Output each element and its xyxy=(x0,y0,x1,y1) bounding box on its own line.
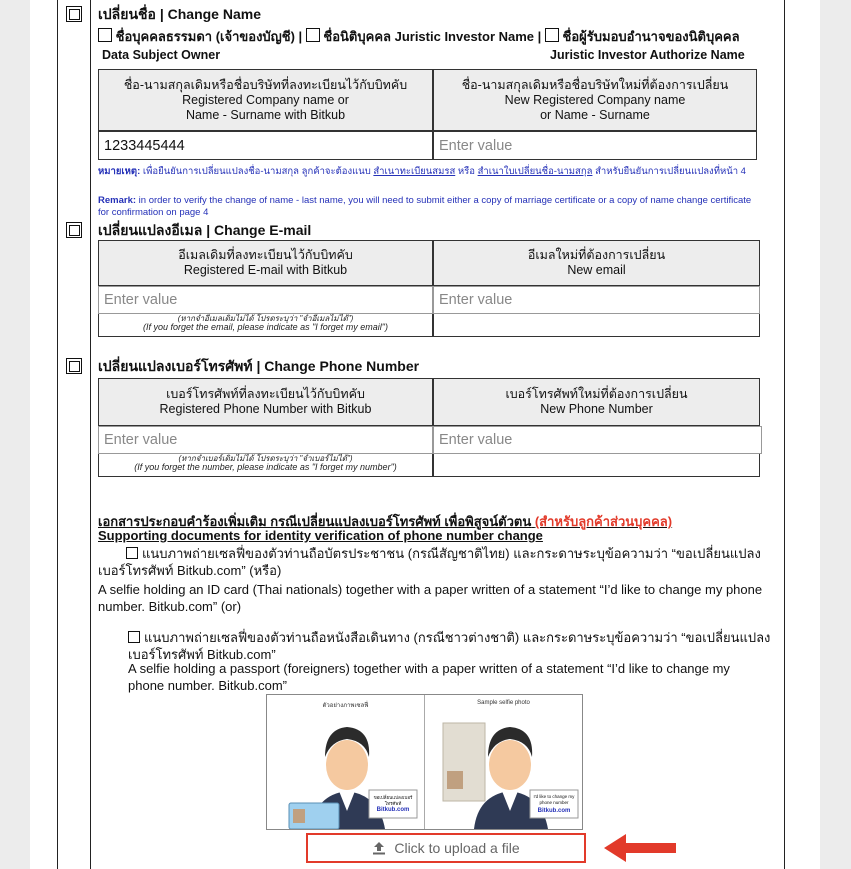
change-name-title: เปลี่ยนชื่อ | Change Name xyxy=(98,6,261,22)
phone-note-english: (If you forget the number, please indicate as "I forget my number") xyxy=(134,462,397,472)
change-name-checkbox[interactable] xyxy=(66,6,82,22)
left-border xyxy=(57,0,58,869)
option-id-card-thai: แนบภาพถ่ายเซลฟี่ของตัวท่านถือบัตรประชาชน (กรณีสัญชาติไทย) และกระดาษระบุข้อความว่า “ขอเปลี่ยนแปลงเบอร์โทรศัพท์ Bitkub.com” (หรือ) xyxy=(98,546,761,578)
individual-name-checkbox[interactable] xyxy=(98,28,112,42)
right-border xyxy=(784,0,785,869)
new-name-input[interactable]: Enter value xyxy=(433,131,757,160)
new-phone-input[interactable]: Enter value xyxy=(433,426,762,454)
supporting-title-thai: เอกสารประกอบคำร้องเพิ่มเติม กรณีเปลี่ยนแปลงเบอร์โทรศัพท์ เพื่อพิสูจน์ตัวตน (สำหรับลูกค้าส่วนบุคคล) xyxy=(98,514,673,529)
marriage-cert-link[interactable]: สำเนาทะเบียนสมรส xyxy=(373,166,456,177)
new-email-header: อีเมลใหม่ที่ต้องการเปลี่ยน New email xyxy=(433,240,760,286)
change-phone-checkbox[interactable] xyxy=(66,358,82,374)
old-email-header: อีเมลเดิมที่ลงทะเบียนไว้กับบิทคับ Registered E-mail with Bitkub xyxy=(98,240,433,286)
option-id-card-english: A selfie holding an ID card (Thai nationals) together with a paper written of a statement “I’d like to change my phone number. Bitkub.com” (or) xyxy=(98,582,763,614)
name-change-cert-link[interactable]: สำเนาใบเปลี่ยนชื่อ-นามสกุล xyxy=(477,166,593,177)
old-email-input[interactable]: Enter value xyxy=(98,286,433,314)
individual-name-label: ชื่อบุคคลธรรมดา (เจ้าของบัญชี) | xyxy=(115,29,303,44)
authorized-name-label: ชื่อผู้รับมอบอำนาจของนิติบุคคล xyxy=(562,29,740,44)
sample-selfie-passport: Sample selfie photo I'd like to change my phone number Bitkub.com xyxy=(424,695,582,829)
phone-note-thai: (หากจำเบอร์เดิมไม่ได้ โปรดระบุว่า "จำเบอร์ไม่ได้") xyxy=(178,454,353,463)
new-phone-header: เบอร์โทรศัพท์ใหม่ที่ต้องการเปลี่ยน New Phone Number xyxy=(433,378,760,426)
option-passport-thai: แนบภาพถ่ายเซลฟี่ของตัวท่านถือหนังสือเดินทาง (กรณีชาวต่างชาติ) และกระดาษระบุข้อความว่า “ขอเปลี่ยนแปลงเบอร์โทรศัพท์ Bitkub.com” xyxy=(128,630,771,662)
new-phone-note-cell xyxy=(433,454,760,477)
change-email-title: เปลี่ยนแปลงอีเมล | Change E-mail xyxy=(98,222,312,238)
id-card-checkbox[interactable] xyxy=(126,547,138,559)
sample-selfie-id-card: ตัวอย่างภาพเซลฟี่ ขอเปลี่ยนแปลงเบอร์โทรศัพท์ Bitkub.com xyxy=(267,695,424,829)
change-phone-title: เปลี่ยนแปลงเบอร์โทรศัพท์ | Change Phone Number xyxy=(98,358,420,374)
data-subject-owner-label: Data Subject Owner xyxy=(102,48,221,62)
upload-file-button[interactable] xyxy=(306,833,586,863)
name-type-options xyxy=(98,26,740,47)
old-phone-input[interactable]: Enter value xyxy=(98,426,433,454)
old-phone-header: เบอร์โทรศัพท์ที่ลงทะเบียนไว้กับบิทคับ Registered Phone Number with Bitkub xyxy=(98,378,433,426)
passport-checkbox[interactable] xyxy=(128,631,140,643)
upload-label: Click to upload a file xyxy=(394,840,520,856)
juristic-authorize-label: Juristic Investor Authorize Name xyxy=(550,48,745,62)
change-email-checkbox[interactable] xyxy=(66,222,82,238)
remark-thai: หมายเหตุ: เพื่อยืนยันการเปลี่ยนแปลงชื่อ-นามสกุล ลูกค้าจะต้องแนบ สำเนาทะเบียนสมรส หรือ สำเนาใบเปลี่ยนชื่อ-นามสกุล สำหรับยืนยันการเปลี่ยนแปลงที่หน้า 4 xyxy=(98,166,746,177)
authorized-name-checkbox[interactable] xyxy=(545,28,559,42)
email-note-english: (If you forget the email, please indicate as "I forget my email") xyxy=(143,322,388,332)
remark-english: Remark: in order to verify the change of name - last name, you will need to submit either a copy of marriage certificate or a copy of name change certificate for confirmation on page 4 xyxy=(98,195,752,218)
old-name-input[interactable]: 1233445444 xyxy=(98,131,433,160)
red-arrow-icon xyxy=(600,828,680,868)
email-note-thai: (หากจำอีเมลเดิมไม่ได้ โปรดระบุว่า "จำอีเมลไม่ได้") xyxy=(177,314,354,323)
sample-selfie-images xyxy=(266,694,583,830)
juristic-name-checkbox[interactable] xyxy=(306,28,320,42)
upload-icon xyxy=(372,841,386,855)
new-email-input[interactable]: Enter value xyxy=(433,286,760,314)
option-passport-english: A selfie holding a passport (foreigners) together with a paper written of a statement “I’d like to change my phone number. Bitkub.com” xyxy=(128,661,730,693)
supporting-title-english: Supporting documents for identity verification of phone number change xyxy=(98,528,543,543)
new-name-header: ชื่อ-นามสกุลเดิมหรือชื่อบริษัทใหม่ที่ต้องการเปลี่ยน New Registered Company name or Name - Surname xyxy=(433,69,757,131)
old-name-header: ชื่อ-นามสกุลเดิมหรือชื่อบริษัทที่ลงทะเบียนไว้กับบิทคับ Registered Company name or Name - Surname with Bitkub xyxy=(98,69,433,131)
juristic-name-label: ชื่อนิติบุคคล Juristic Investor Name | xyxy=(323,29,542,44)
new-email-note-cell xyxy=(433,314,760,337)
individual-only-label: (สำหรับลูกค้าส่วนบุคคล) xyxy=(534,514,673,529)
section-divider xyxy=(90,0,91,869)
